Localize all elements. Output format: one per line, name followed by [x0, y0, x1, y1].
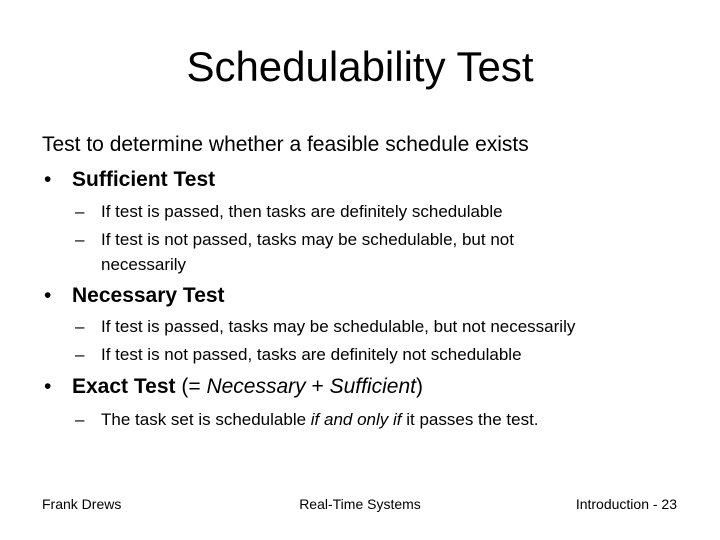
sub-item-text: The task set is schedulable: [101, 410, 311, 429]
dash-marker: –: [75, 317, 85, 336]
plus-sign: +: [305, 375, 330, 398]
dash-marker: –: [75, 410, 85, 429]
sub-item: [75, 199, 503, 224]
sub-item-text: If test is not passed, tasks may be schedulable, but not: [101, 230, 514, 249]
sub-item-text-end: it passes the test.: [401, 410, 539, 429]
bullet-dot: •: [44, 375, 52, 398]
bullet-label: Necessary Test: [72, 284, 225, 307]
sub-item: [75, 314, 575, 339]
paren-open: (=: [175, 375, 207, 398]
footer-course: Real-Time Systems: [299, 496, 421, 512]
sub-item: [75, 407, 539, 432]
dash-marker: –: [75, 345, 85, 364]
bullet-dot: •: [44, 168, 52, 191]
footer-author: Frank Drews: [42, 496, 122, 512]
bullet-exact: [44, 374, 423, 400]
sub-item-continuation: necessarily: [101, 255, 187, 274]
dash-marker: –: [75, 202, 85, 221]
sub-item: [75, 342, 522, 367]
bullet-necessary: [44, 283, 225, 309]
sub-item-text: If test is not passed, tasks are definitely not schedulable: [101, 345, 522, 364]
footer-page-number: Introduction - 23: [575, 496, 677, 512]
sub-item: [75, 227, 514, 277]
slide-title: Schedulability Test: [186, 43, 534, 90]
sub-item-text: If test is passed, then tasks are definitely schedulable: [101, 202, 503, 221]
bullet-label: Exact Test: [72, 375, 176, 398]
bullet-label: Sufficient Test: [72, 168, 216, 191]
sufficient-term: Sufficient: [329, 375, 416, 398]
dash-marker: –: [75, 230, 85, 249]
necessary-term: Necessary: [206, 375, 306, 398]
bullet-dot: •: [44, 284, 52, 307]
paren-close: ): [415, 375, 423, 398]
sub-item-text: If test is passed, tasks may be schedulable, but not necessarily: [101, 317, 576, 336]
sub-item-emphasis: if and only if: [310, 410, 402, 429]
intro-text: Test to determine whether a feasible schedule exists: [42, 133, 529, 156]
bullet-sufficient: [44, 167, 215, 193]
